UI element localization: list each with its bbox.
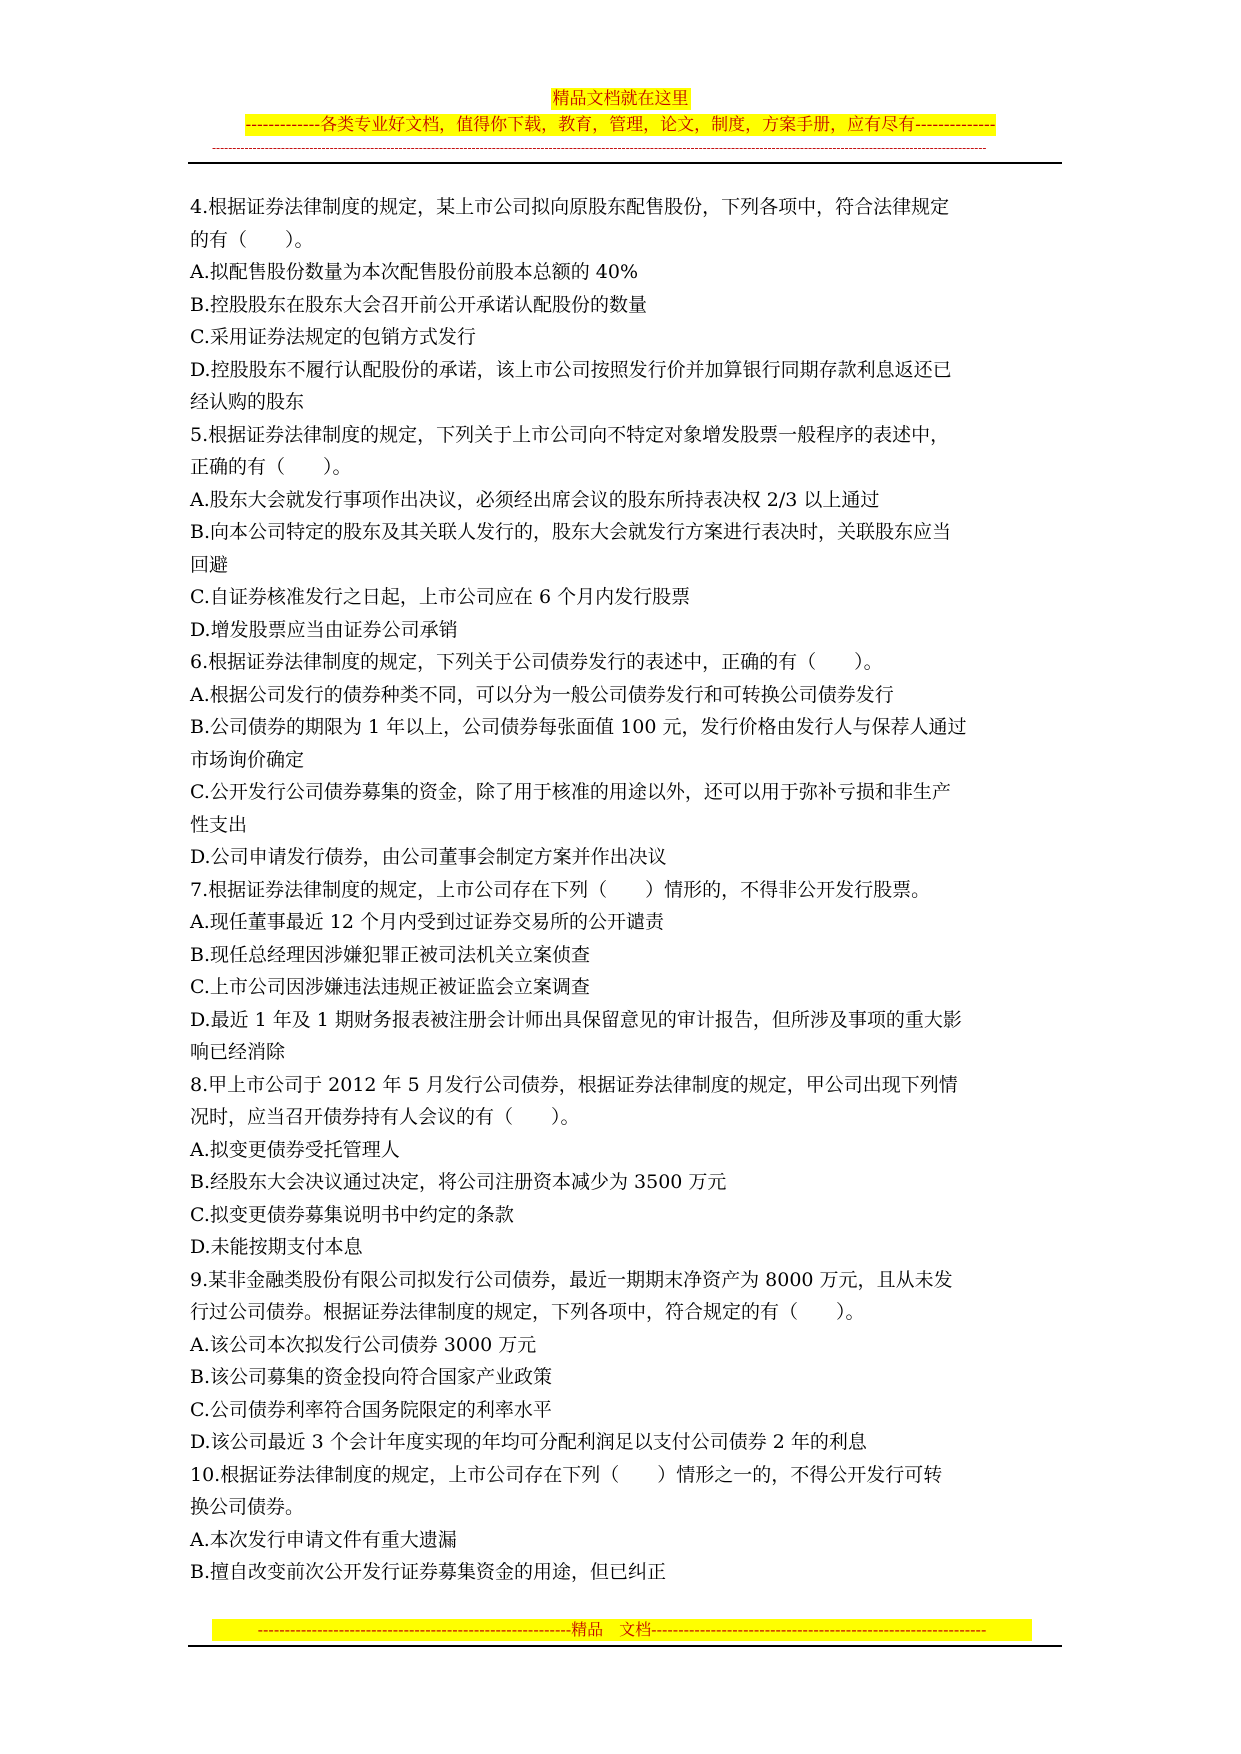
- text-line: B.该公司募集的资金投向符合国家产业政策: [190, 1366, 553, 1388]
- text-line: D.最近 1 年及 1 期财务报表被注册会计师出具保留意见的审计报告，但所涉及事项的重大影: [190, 1008, 962, 1031]
- text-line: C.采用证券法规定的包销方式发行: [190, 326, 476, 348]
- text-line: 6.根据证券法律制度的规定，下列关于公司债券发行的表述中，正确的有（ ）。: [190, 651, 883, 673]
- text-line: C.上市公司因涉嫌违法违规正被证监会立案调查: [190, 976, 590, 998]
- text-line: A.拟配售股份数量为本次配售股份前股本总额的 40%: [190, 261, 639, 283]
- text-line: A.现任董事最近 12 个月内受到过证券交易所的公开谴责: [190, 911, 665, 933]
- text-line: A.本次发行申请文件有重大遗漏: [190, 1528, 457, 1551]
- text-line: D.控股股东不履行认配股份的承诺，该上市公司按照发行价并加算银行同期存款利息返还已: [190, 358, 952, 381]
- text-line: D.公司申请发行债券，由公司董事会制定方案并作出决议: [190, 846, 667, 868]
- text-line: B.向本公司特定的股东及其关联人发行的，股东大会就发行方案进行表决时，关联股东应当: [190, 521, 952, 543]
- text-line: 7.根据证券法律制度的规定，上市公司存在下列（ ）情形的，不得非公开发行股票。: [190, 878, 931, 901]
- text-line: A.拟变更债券受托管理人: [190, 1138, 400, 1161]
- text-line: 换公司债券。: [190, 1496, 305, 1518]
- document-body: [190, 191, 1060, 1589]
- text-line: D.未能按期支付本息: [190, 1236, 363, 1258]
- footer-rule: [188, 1645, 1062, 1647]
- text-line: C.公司债券利率符合国务院限定的利率水平: [190, 1398, 552, 1421]
- text-line: 正确的有（ ）。: [190, 456, 352, 478]
- text-line: D.该公司最近 3 个会计年度实现的年均可分配利润足以支付公司债券 2 年的利息: [190, 1431, 867, 1453]
- text-line: A.该公司本次拟发行公司债券 3000 万元: [190, 1333, 537, 1356]
- text-line: 响已经消除: [190, 1041, 286, 1063]
- footer-banner: ----------------------------------------------------------精品 文档--------------------------------------------------------------: [212, 1619, 1032, 1641]
- text-line: 10.根据证券法律制度的规定，上市公司存在下列（ ）情形之一的，不得公开发行可转: [190, 1463, 943, 1486]
- text-line: B.公司债券的期限为 1 年以上，公司债券每张面值 100 元，发行价格由发行人与保荐人通过: [190, 716, 967, 738]
- text-line: 经认购的股东: [190, 391, 305, 413]
- text-line: 5.根据证券法律制度的规定，下列关于上市公司向不特定对象增发股票一般程序的表述中，: [190, 423, 950, 446]
- text-line: B.现任总经理因涉嫌犯罪正被司法机关立案侦查: [190, 943, 591, 966]
- text-line: D.增发股票应当由证券公司承销: [190, 618, 458, 641]
- text-line: B.控股股东在股东大会召开前公开承诺认配股份的数量: [190, 293, 648, 316]
- text-line: 行过公司债券。根据证券法律制度的规定，下列各项中，符合规定的有（ ）。: [190, 1301, 865, 1323]
- text-line: A.根据公司发行的债券种类不同，可以分为一般公司债券发行和可转换公司债券发行: [190, 683, 894, 706]
- text-line: C.公开发行公司债券募集的资金，除了用于核准的用途以外，还可以用于弥补亏损和非生产: [190, 781, 951, 803]
- text-line: C.拟变更债券募集说明书中约定的条款: [190, 1203, 514, 1226]
- header-rule: [188, 162, 1062, 164]
- text-line: A.股东大会就发行事项作出决议，必须经出席会议的股东所持表决权 2/3 以上通过: [190, 488, 880, 511]
- text-line: 9.某非金融类股份有限公司拟发行公司债券，最近一期期末净资产为 8000 万元，且从未发: [190, 1268, 953, 1291]
- text-line: 性支出: [190, 813, 248, 836]
- header-subtitle-row: [0, 114, 1241, 136]
- text-line: B.擅自改变前次公开发行证券募集资金的用途，但已纠正: [190, 1561, 667, 1583]
- text-line: 8.甲上市公司于 2012 年 5 月发行公司债券，根据证券法律制度的规定，甲公司出现下列情: [190, 1073, 958, 1096]
- header-subtitle: -------------各类专业好文档，值得你下载，教育，管理，论文，制度，方案手册，应有尽有--------------: [245, 115, 996, 135]
- text-line: 市场询价确定: [190, 748, 305, 771]
- text-line: 4.根据证券法律制度的规定，某上市公司拟向原股东配售股份，下列各项中，符合法律规定: [190, 196, 950, 218]
- text-line: B.经股东大会决议通过决定，将公司注册资本减少为 3500 万元: [190, 1171, 727, 1193]
- text-line: 回避: [190, 553, 229, 576]
- text-line: 况时，应当召开债券持有人会议的有（ ）。: [190, 1106, 580, 1128]
- text-line: 的有（ ）。: [190, 228, 314, 251]
- text-line: C.自证券核准发行之日起，上市公司应在 6 个月内发行股票: [190, 586, 691, 608]
- header-title: 精品文档就在这里: [552, 89, 689, 109]
- header-dash-line: -----------------------------------------------------------------------------------------------------------------------------------------------------------------------------------------------: [212, 141, 987, 155]
- header-title-row: [0, 88, 1241, 110]
